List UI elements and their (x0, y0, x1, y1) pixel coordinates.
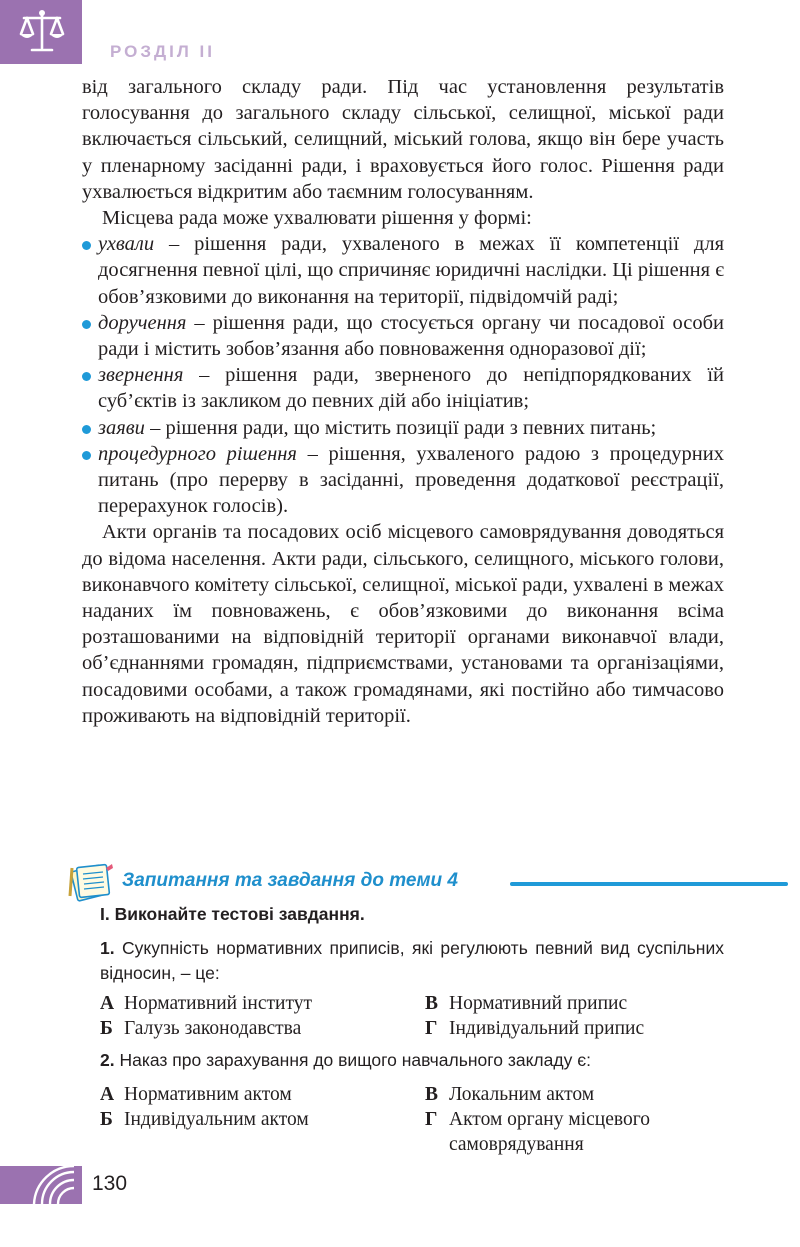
scales-of-justice-icon (18, 8, 66, 54)
notebook-pencil-icon (66, 862, 116, 902)
question-2 (100, 1048, 724, 1073)
option-text: Актом органу місцевого самоврядування (449, 1109, 650, 1155)
option-text: Індивідуальним актом (124, 1109, 309, 1130)
option-letter: В (425, 1084, 439, 1105)
decision-forms-list (82, 231, 724, 519)
question-1 (100, 936, 724, 986)
option-letter: А (100, 1084, 115, 1105)
form-definition: – рішення ради, що містить позиції ради з певних питань; (144, 416, 657, 439)
task-heading: І. Виконайте тестові завдання. (100, 904, 365, 924)
list-item (82, 231, 724, 310)
option-letter: Б (100, 1018, 113, 1039)
answer-option[interactable] (425, 1016, 740, 1041)
page-number: 130 (92, 1172, 128, 1195)
answer-option[interactable] (425, 1082, 740, 1107)
questions-title: Запитання та завдання до теми 4 (122, 870, 458, 891)
section-label: РОЗДІЛ II (110, 42, 215, 61)
bullet-icon (82, 425, 91, 434)
form-definition: – рішення, ухваленого радою з процедурних питань (про перерву в засіданні, проведення додаткової реєстрації, перерахунок голосів). (98, 442, 724, 518)
option-text: Нормативний припис (449, 993, 628, 1014)
form-definition: – рішення ради, ухваленого в межах її компетенції для досягнення певної цілі, що спричиняє юридичні наслідки. Ці рішення є обов’язковими до виконання на території, підвідомчій раді; (98, 233, 724, 308)
footer-tab (0, 1166, 82, 1204)
option-text: Локальним актом (449, 1084, 595, 1105)
form-term: звернення (98, 364, 184, 387)
list-item (82, 415, 724, 441)
form-definition: – рішення ради, зверненого до непідпорядкованих їй суб’єктів із закликом до певних дій або ініціатив; (98, 364, 724, 413)
option-letter: Б (100, 1109, 113, 1130)
form-term: заяви (98, 416, 145, 439)
option-text: Нормативним актом (124, 1084, 292, 1105)
answer-option[interactable] (100, 991, 425, 1016)
questions-heading (66, 862, 726, 902)
form-term: ухвали (98, 233, 155, 256)
main-text (82, 74, 724, 729)
section-tab (0, 0, 82, 64)
bullet-icon (82, 320, 91, 329)
answer-option[interactable] (100, 1107, 425, 1157)
question-number: 2. (100, 1050, 115, 1070)
list-item (82, 441, 724, 520)
option-letter: Г (425, 1109, 438, 1130)
question-1-options (100, 991, 740, 1041)
forms-intro: Місцева рада може ухвалювати рішення у формі: (102, 207, 532, 230)
arcs-decoration-icon (30, 1166, 82, 1204)
option-text: Галузь законодавства (124, 1018, 302, 1039)
option-letter: В (425, 993, 439, 1014)
heading-rule (510, 882, 788, 886)
option-letter: Г (425, 1018, 438, 1039)
list-item (82, 310, 724, 362)
answer-option[interactable] (425, 991, 740, 1016)
option-text: Індивідуальний припис (449, 1018, 645, 1039)
question-text: Наказ про зарахування до вищого навчального закладу є: (114, 1050, 591, 1070)
form-definition: – рішення ради, що стосується органу чи посадової особи ради і містить зобов’язання або повноваження одноразової дії; (98, 311, 724, 361)
list-item (82, 362, 724, 414)
question-number: 1. (100, 938, 115, 958)
option-text: Нормативний інститут (124, 993, 312, 1014)
answer-option[interactable] (100, 1082, 425, 1107)
option-letter: А (100, 993, 115, 1014)
question-2-options (100, 1082, 740, 1157)
paragraph-acts: Акти органів та посадових осіб місцевого самоврядування доводяться до відома населення. Акти ради, сільського, селищного, міського голови, виконавчого комітету сільської, селищної, міської ради, ухвалені в межах наданих їм повноважень, є обов’язковими до виконання всіма розташованими на відповідній території органами виконавчої влади, об’єднаннями громадян, підприємствами, установами та організаціями, посадовими особами, а також громадянами, які постійно або тимчасово проживають на відповідній території. (82, 521, 724, 727)
bullet-icon (82, 241, 91, 250)
form-term: процедурного рішення (98, 442, 297, 465)
question-text: Сукупність нормативних приписів, які регулюють певний вид суспільних відносин, – це: (100, 938, 724, 983)
bullet-icon (82, 451, 91, 460)
answer-option[interactable] (425, 1107, 740, 1157)
paragraph-voting: від загального складу ради. Під час установлення результатів голосування до загального складу сільської, селищної, міської ради включається сільський, селищний, міський голова, якщо він бере участь у пленарному засіданні ради, і враховується його голос. Рішення ради ухвалюється відкритим або таємним голосуванням. (82, 76, 724, 203)
form-term: доручення (98, 311, 187, 334)
bullet-icon (82, 372, 91, 381)
answer-option[interactable] (100, 1016, 425, 1041)
